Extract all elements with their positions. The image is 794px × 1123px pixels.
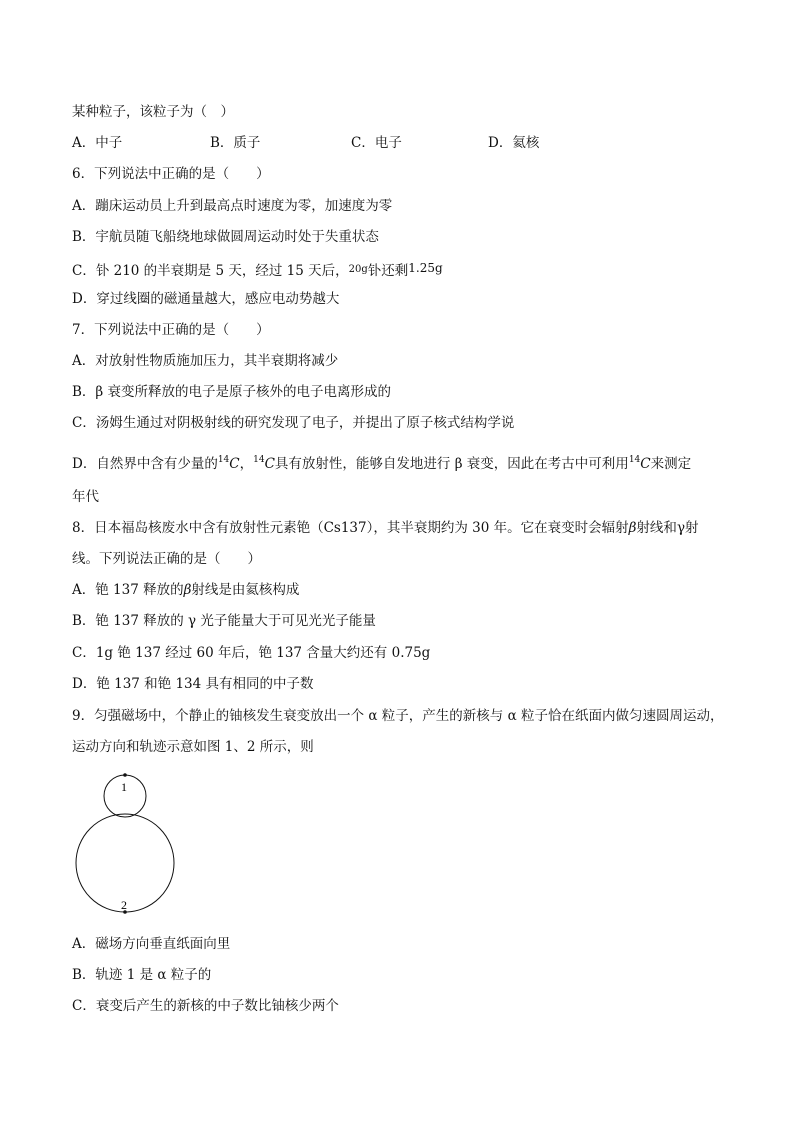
q7-option-d-post: 来测定: [650, 456, 692, 472]
q6-option-c-text: C．钋 210 的半衰期是 5 天，经过 15 天后，: [72, 263, 349, 279]
isotope-symbol: C: [640, 456, 651, 472]
trajectory-label-2: 2: [121, 898, 127, 912]
q5-options: [72, 133, 539, 153]
q5-option-c: C．电子: [351, 135, 402, 151]
q8-option-c: C．1g 铯 137 经过 60 年后，铯 137 含量大约还有 0.75g: [72, 645, 431, 661]
isotope-symbol: C: [264, 456, 275, 472]
q7-option-b: B．β 衰变所释放的电子是原子核外的电子电离形成的: [72, 384, 392, 400]
q8-option-a: [72, 580, 299, 600]
q8-stem-line1: [72, 518, 699, 538]
q5-option-d: D．氦核: [488, 135, 540, 151]
q9-stem-line2: 运动方向和轨迹示意如图 1、2 所示，则: [72, 739, 314, 755]
q8-option-a-text: A．铯 137 释放的: [72, 582, 184, 598]
q8-stem-mid: 射线和: [636, 520, 677, 536]
q6-stem: 6．下列说法中正确的是（ ）: [72, 166, 270, 182]
isotope-symbol: C: [229, 456, 240, 472]
q5-option-b: B．质子: [210, 135, 261, 151]
q9-stem-line1: 9．匀强磁场中，个静止的铀核发生衰变放出一个 α 粒子，产生的新核与 α 粒子恰在纸面内做匀速圆周运动，: [72, 708, 724, 724]
isotope-mass-number: 14: [217, 455, 230, 465]
beta-symbol: β: [183, 582, 192, 598]
q5-stem-tail: 某种粒子，该粒子为（ ）: [72, 104, 234, 120]
isotope-mass-number: 14: [253, 455, 265, 465]
q7-option-d-mid: 具有放射性，能够自发地进行 β 衰变，因此在考古中可利用: [274, 456, 629, 472]
q6-option-a: A．蹦床运动员上升到最高点时速度为零，加速度为零: [72, 198, 393, 214]
q6-option-c: [72, 258, 443, 281]
q6-option-b: B．宇航员随飞船绕地球做圆周运动时处于失重状态: [72, 229, 379, 245]
q8-stem-line2: 线。下列说法正确的是（ ）: [72, 551, 261, 567]
q8-option-b: B．铯 137 释放的 γ 光子能量大于可见光光子能量: [72, 613, 376, 629]
q7-option-d: D．自然界中含有少量的$^{14}$C，$^{14}$C具有放射性，能够自发地进行 β 衰变，因此在考古中可利用$^{14}$C来测定: [72, 455, 692, 472]
q9-option-c: C．衰变后产生的新核的中子数比铀核少两个: [72, 998, 339, 1014]
q9-option-a: A．磁场方向垂直纸面向里: [72, 936, 231, 952]
q7-option-d-text: D．自然界中含有少量的: [72, 456, 218, 472]
q8-stem-text: 8．日本福岛核废水中含有放射性元素铯（Cs137），其半衰期约为 30 年。它在衰变时会辐射: [72, 520, 629, 536]
gamma-symbol: γ: [676, 520, 686, 536]
q8-stem-post: 射: [685, 520, 699, 536]
trajectory-label-1: 1: [121, 780, 127, 794]
isotope-mass-number: 14: [628, 455, 641, 465]
beta-symbol: β: [628, 520, 637, 536]
q9-option-b: B．轨迹 1 是 α 粒子的: [72, 967, 212, 983]
q7-option-c: C．汤姆生通过对阴极射线的研究发现了电子，并提出了原子核式结构学说: [72, 415, 515, 431]
q8-option-d: D．铯 137 和铯 134 具有相同的中子数: [72, 676, 314, 692]
q5-option-a: A．中子: [72, 135, 123, 151]
q7-option-d-cont: 年代: [72, 489, 99, 505]
q7-option-a: A．对放射性物质施加压力，其半衰期将减少: [72, 353, 339, 369]
q6-mass-initial: 20g: [348, 264, 368, 275]
q6-mass-remaining: 1.25g: [408, 261, 443, 275]
q6-option-d: D．穿过线圈的磁通量越大，感应电动势越大: [72, 291, 340, 307]
q7-stem: 7．下列说法中正确的是（ ）: [72, 322, 270, 338]
q8-option-a-post: 射线是由氦核构成: [191, 582, 300, 598]
particle-dot-1: [123, 773, 127, 777]
trajectory-figure: [72, 770, 182, 920]
q6-option-c-mid: 钋还剩: [367, 263, 409, 279]
